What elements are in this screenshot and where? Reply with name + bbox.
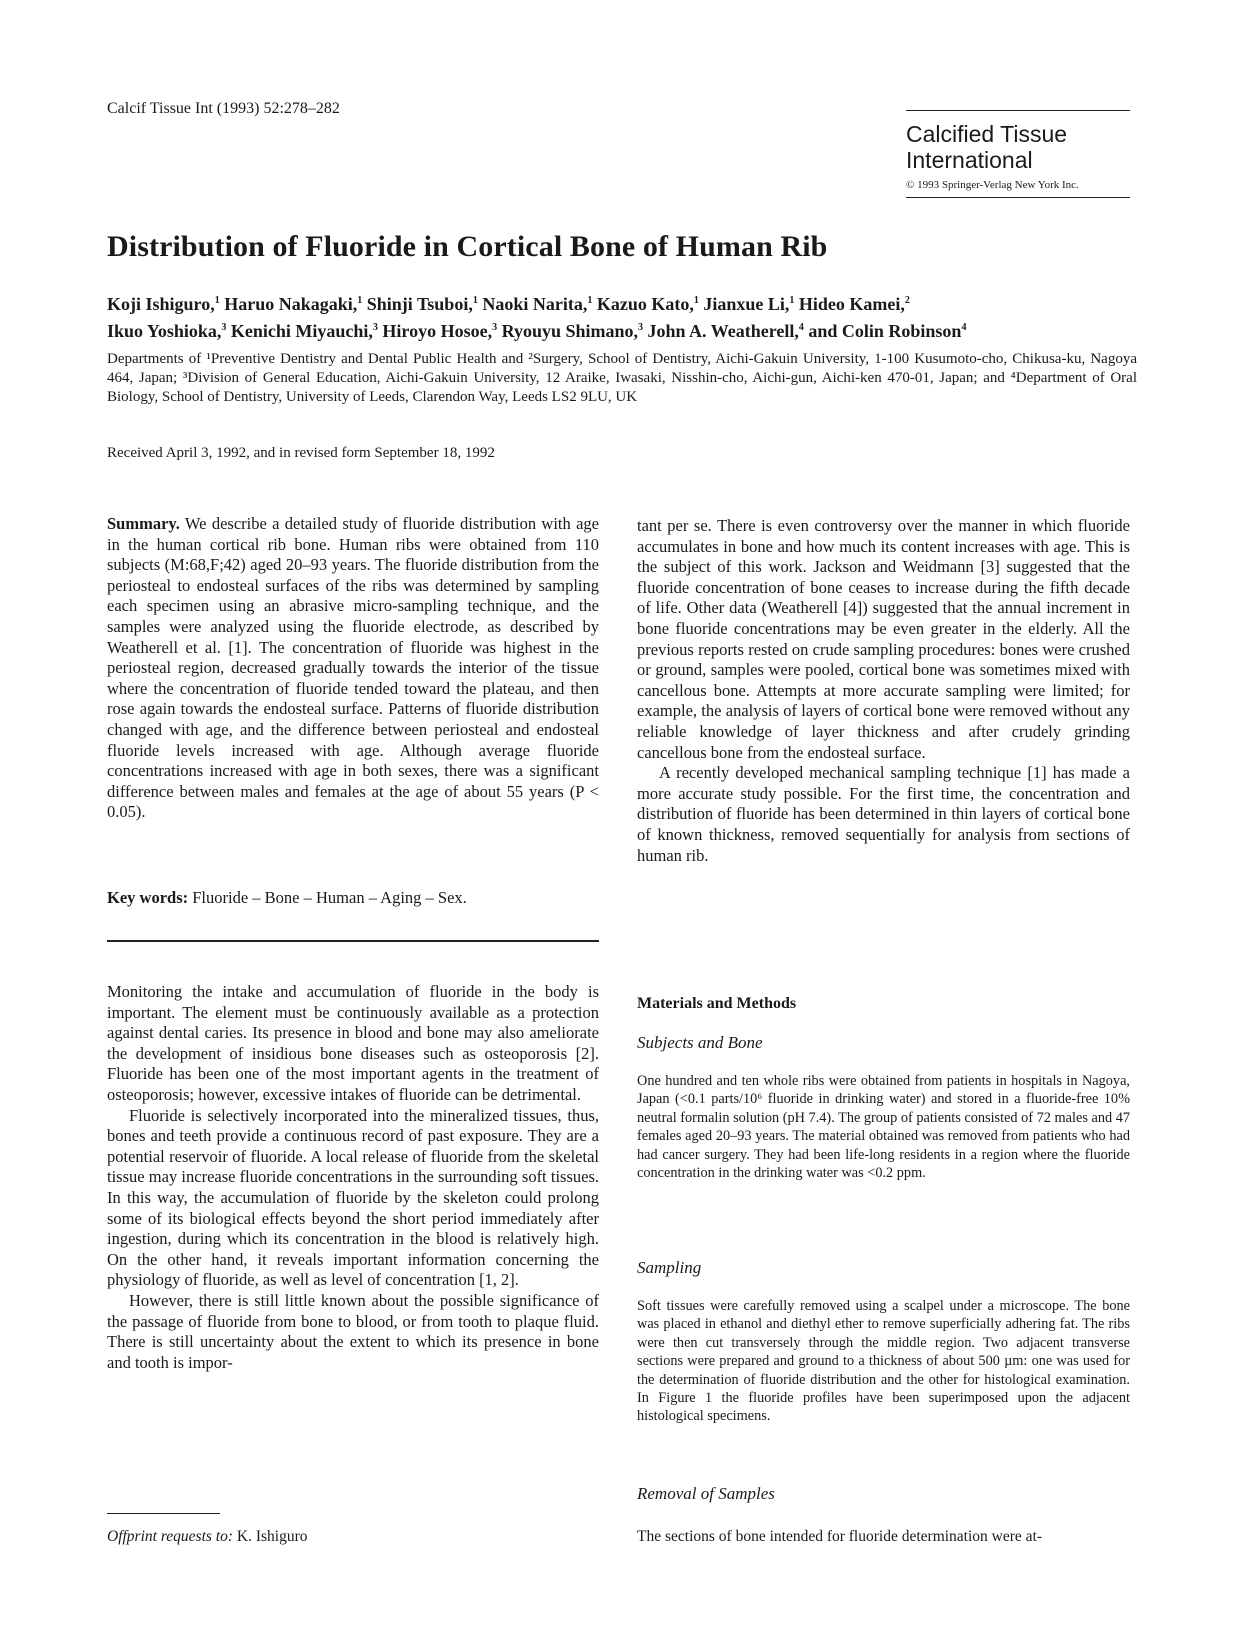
subsection-heading-subjects: Subjects and Bone <box>637 1033 763 1052</box>
summary-text: We describe a detailed study of fluoride distribution with age in the human cortical rib bone. Human ribs were obtained from 110 subjects (M:68,F;42) aged 20–93 years. The fluoride distribution from the periosteal to endosteal surfaces of the ribs was determined by sampling each specimen using an abrasive micro-sampling technique, and the samples were analyzed using the fluoride electrode, as described by Weatherell et al. [1]. The concentration of fluoride was highest in the periosteal region, decreased gradually towards the interior of the tissue where the concentration of fluoride tended toward the plateau, and then rose again towards the endosteal surface. Patterns of fluoride distribution changed with age, and the difference between periosteal and endosteal fluoride levels increased with age. Although average fluoride concentrations increased with age in both sexes, there was a significant difference between males and females at the age of about 55 years (P < 0.05). <box>107 514 599 822</box>
journal-citation: Calcif Tissue Int (1993) 52:278–282 <box>107 100 340 117</box>
subjects-paragraph: One hundred and ten whole ribs were obtained from patients in hospitals in Nagoya, Japan (<0.1 parts/10⁶ fluoride in drinking water) and stored in a fluoride-free 10% neutral formalin solution (pH 7.4). The group of patients consisted of 72 males and 47 females aged 20–93 years. The material obtained was removed from patients who had had cancer surgery. They had been life-long residents in a region where the fluoride concentration in the drinking water was <0.2 ppm. <box>637 1073 1130 1182</box>
journal-copyright: © 1993 Springer-Verlag New York Inc. <box>906 179 1079 191</box>
author: Kenichi Miyauchi,$^3$ <box>230 321 378 341</box>
author: Hiroyo Hosoe,$^3$ <box>382 321 498 341</box>
keywords-text: Fluoride – Bone – Human – Aging – Sex. <box>192 888 467 907</box>
author: Naoki Narita,$^1$ <box>482 294 593 314</box>
body-paragraph: tant per se. There is even controversy over the manner in which fluoride accumulates in bone and how much its content increases with age. This is the subject of this work. Jackson and Weidmann [3] suggested that the fluoride concentration of bone ceases to increase during the fifth decade of life. Other data (Weatherell [4]) suggested that the annual increment in bone fluoride concentrations may be even greater in the elderly. All the previous reports rested on crude sampling procedures: bones were crushed or ground, samples were pooled, cortical bone was sometimes mixed with cancellous bone. Attempts at more accurate sampling were limited; for example, the analysis of layers of cortical bone were removed without any reliable knowledge of layer thickness and after crudely grinding cancellous bone from the endosteal surface. <box>637 516 1130 762</box>
journal-name-line1: Calcified Tissue <box>906 121 1068 147</box>
subsection-heading-removal: Removal of Samples <box>637 1484 775 1503</box>
summary-label: Summary. <box>107 514 180 533</box>
section-heading-methods: Materials and Methods <box>637 995 797 1012</box>
intro-left-column <box>107 982 599 1373</box>
journal-masthead <box>906 110 1130 198</box>
body-paragraph: A recently developed mechanical sampling technique [1] has made a more accurate study possible. For the first time, the concentration and distribution of fluoride has been determined in thin layers of cortical bone of known thickness, removed sequentially for analysis from sections of human rib. <box>637 763 1130 865</box>
affiliations: Departments of ¹Preventive Dentistry and Dental Public Health and ²Surgery, School of Dentistry, Aichi-Gakuin University, 1-100 Kusumoto-cho, Chikusa-ku, Nagoya 464, Japan; ³Division of General Education, Aichi-Gakuin University, 12 Araike, Iwasaki, Nisshin-cho, Aichi-gun, Aichi-ken 470-01, Japan; and ⁴Department of Oral Biology, School of Dentistry, University of Leeds, Clarendon Way, Leeds LS2 9LU, UK <box>107 351 1137 405</box>
journal-name-line2: International <box>906 147 1033 173</box>
removal-paragraph: The sections of bone intended for fluoride determination were at- <box>637 1528 1043 1545</box>
article-title: Distribution of Fluoride in Cortical Bone of Human Rib <box>107 230 828 263</box>
keywords <box>107 888 599 909</box>
author: Haruo Nakagaki,$^1$ <box>224 294 363 314</box>
author: Jianxue Li,$^1$ <box>703 294 795 314</box>
subsection-heading-sampling: Sampling <box>637 1258 702 1277</box>
author-list <box>107 289 1137 343</box>
author: Koji Ishiguro,$^1$ <box>107 294 220 314</box>
offprint-label: Offprint requests to: <box>107 1528 234 1545</box>
intro-right-column <box>637 516 1130 866</box>
abstract-summary <box>107 514 599 823</box>
keywords-label: Key words: <box>107 888 189 907</box>
body-paragraph: Monitoring the intake and accumulation of fluoride in the body is important. The element must be continuously available as a protection against dental caries. Its presence in blood and bone may also ameliorate the development of insidious bone diseases such as osteoporosis [2]. Fluoride has been one of the most important agents in the treatment of osteoporosis; however, excessive intakes of fluoride can be detrimental. <box>107 982 599 1104</box>
offprint-name: K. Ishiguro <box>236 1528 308 1545</box>
author: Ryouyu Shimano,$^3$ <box>501 321 643 341</box>
author: Ikuo Yoshioka,$^3$ <box>107 321 227 341</box>
body-paragraph: However, there is still little known about the possible significance of the passage of fluoride from bone to blood, or from tooth to plaque fluid. There is still uncertainty about the extent to which its presence in bone and tooth is impor- <box>107 1290 599 1372</box>
author: Kazuo Kato,$^1$ <box>596 294 699 314</box>
author: and Colin Robinson$^4$ <box>808 321 967 341</box>
body-paragraph: Fluoride is selectively incorporated into the mineralized tissues, thus, bones and teeth provide a continuous record of past exposure. They are a potential reservoir of fluoride. A local release of fluoride from the skeletal tissue may increase fluoride concentrations in the surrounding soft tissues. In this way, the accumulation of fluoride by the skeleton could prolong some of its biological effects beyond the short period immediately after ingestion, during which its concentration in the blood is relatively high. On the other hand, it reveals important information concerning the physiology of fluoride, as well as level of concentration [1, 2]. <box>107 1105 599 1290</box>
footnote-divider <box>107 1513 220 1514</box>
author: Shinji Tsuboi,$^1$ <box>366 294 478 314</box>
received-dates: Received April 3, 1992, and in revised form September 18, 1992 <box>107 445 495 461</box>
abstract-divider <box>107 940 599 942</box>
author: John A. Weatherell,$^4$ <box>647 321 804 341</box>
offprint-footnote <box>107 1528 308 1546</box>
sampling-paragraph: Soft tissues were carefully removed using a scalpel under a microscope. The bone was placed in ethanol and diethyl ether to remove superficially adhering fat. The ribs were then cut transversely through the middle region. Two adjacent transverse sections were prepared and ground to a thickness of about 500 µm: one was used for the determination of fluoride distribution and the other for histological examination. In Figure 1 the fluoride profiles have been superimposed upon the adjacent histological specimens. <box>637 1298 1130 1425</box>
author: Hideo Kamei,$^2$ <box>798 294 910 314</box>
